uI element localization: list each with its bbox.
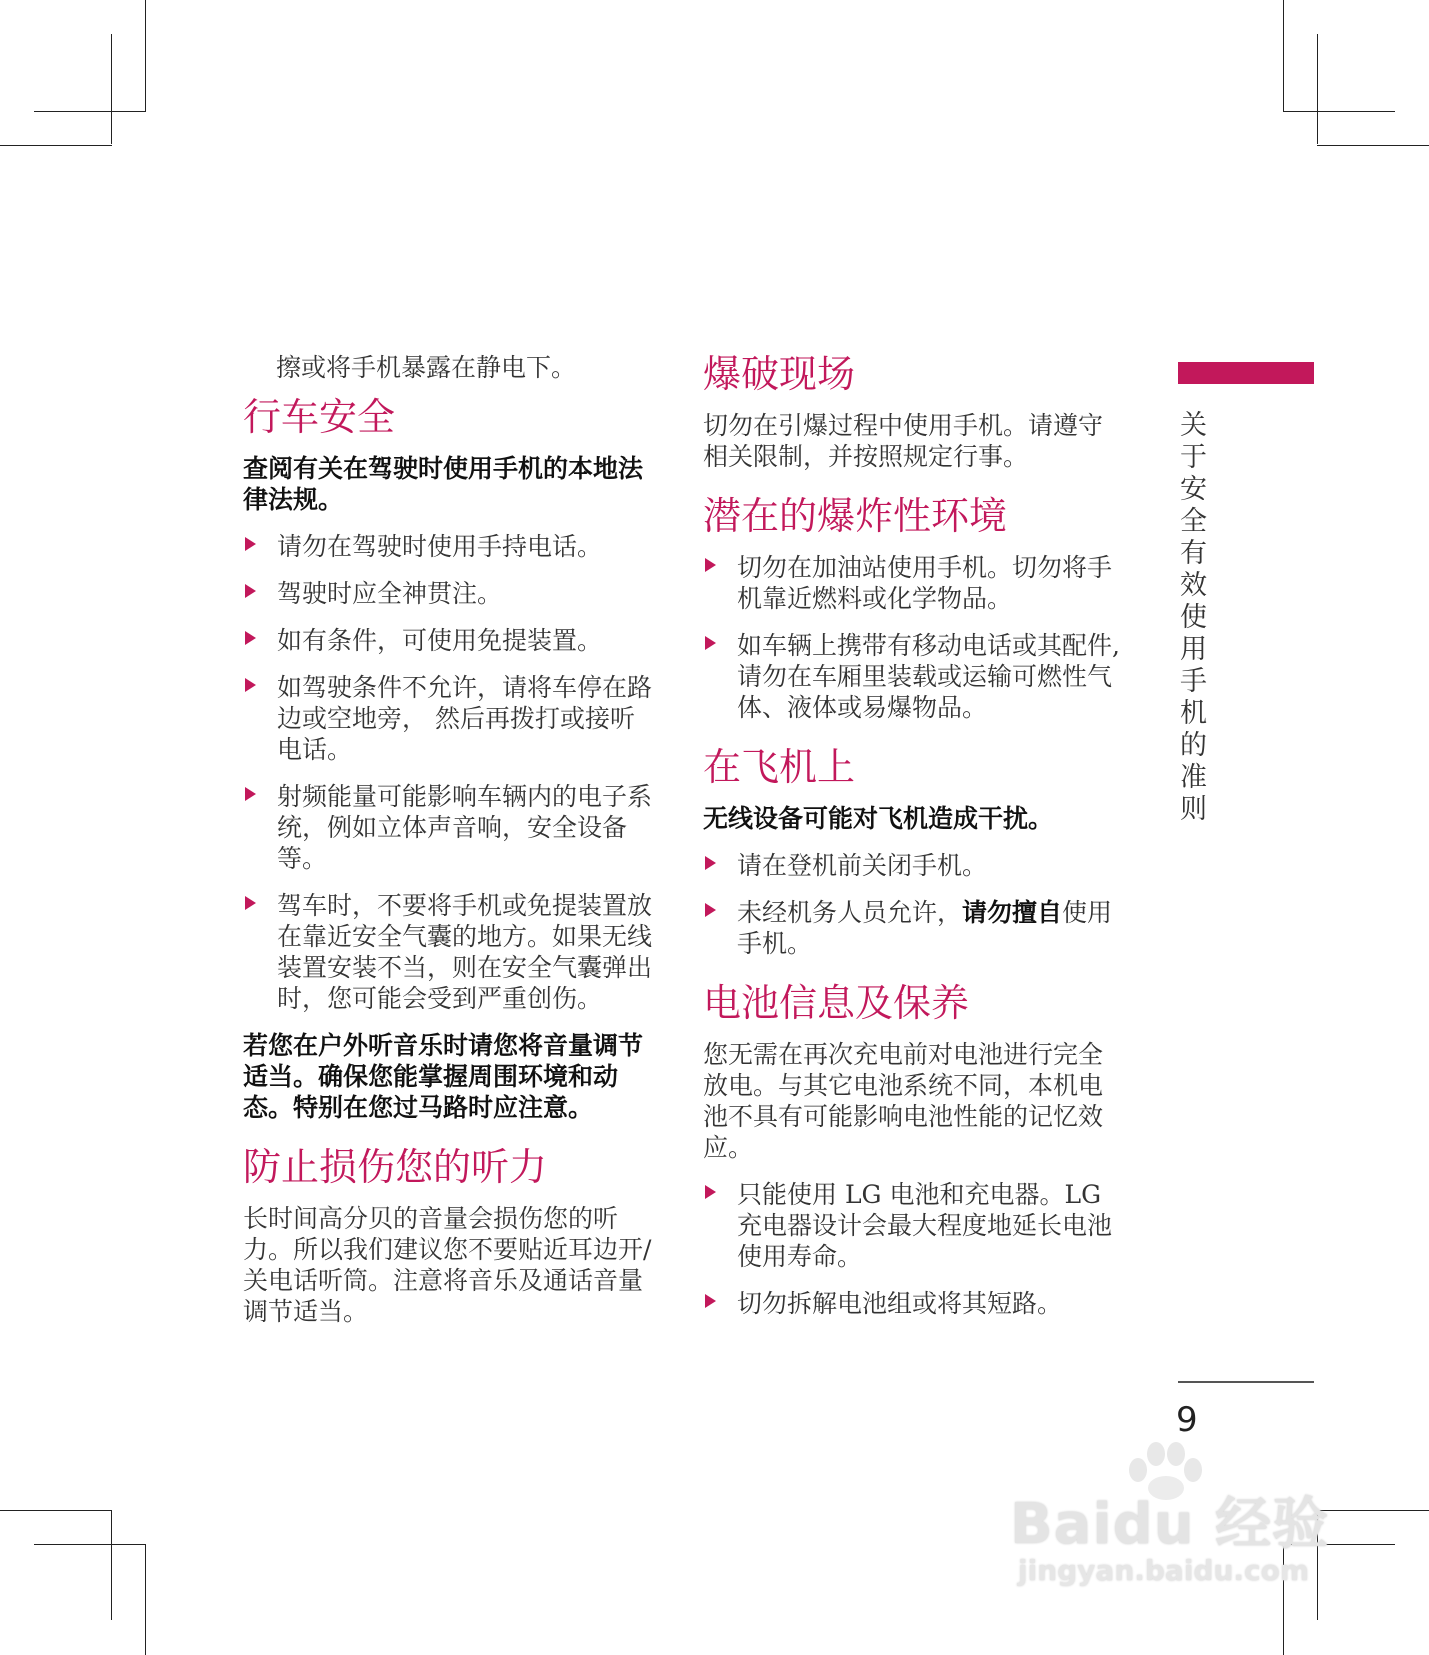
section-tab-marker xyxy=(1178,362,1314,384)
section-heading: 防止损伤您的听力 xyxy=(243,1145,548,1189)
triangle-bullet-icon xyxy=(705,636,716,650)
chapter-side-title: 关于安全有效使用手机的准则 xyxy=(1175,410,1206,826)
triangle-bullet-icon xyxy=(245,631,256,645)
page-number-rule xyxy=(1178,1381,1314,1383)
crop-mark xyxy=(0,145,112,146)
triangle-bullet-icon xyxy=(705,1185,716,1199)
list-item: 请在登机前关闭手机。 xyxy=(703,850,1123,881)
list-item: 如驾驶条件不允许，请将车停在路边或空地旁， 然后再拨打或接听电话。 xyxy=(243,672,653,765)
crop-mark xyxy=(1283,111,1395,112)
list-item: 请勿在驾驶时使用手持电话。 xyxy=(243,531,653,562)
section-lead: 查阅有关在驾驶时使用手机的本地法律法规。 xyxy=(243,454,644,514)
list-item: 切勿拆解电池组或将其短路。 xyxy=(703,1288,1123,1319)
triangle-bullet-icon xyxy=(705,558,716,572)
triangle-bullet-icon xyxy=(705,903,716,917)
page-number: 9 xyxy=(1176,1400,1198,1440)
triangle-bullet-icon xyxy=(245,537,256,551)
left-column xyxy=(243,352,653,1349)
right-column xyxy=(703,352,1123,1341)
section-heading: 爆破现场 xyxy=(703,352,856,396)
section-heading: 行车安全 xyxy=(243,395,396,439)
crop-mark xyxy=(34,111,146,112)
crop-mark xyxy=(145,1544,146,1655)
triangle-bullet-icon xyxy=(705,1294,716,1308)
list-item: 如有条件，可使用免提装置。 xyxy=(243,625,653,656)
watermark-url: jingyan.baidu.com xyxy=(1018,1554,1310,1587)
triangle-bullet-icon xyxy=(245,678,256,692)
section-body: 切勿在引爆过程中使用手机。请遵守相关限制，并按照规定行事。 xyxy=(703,411,1104,471)
section-heading: 在飞机上 xyxy=(703,745,856,789)
crop-mark xyxy=(1317,34,1318,144)
bullet-list xyxy=(703,1179,1123,1319)
triangle-bullet-icon xyxy=(245,787,256,801)
crop-mark xyxy=(0,1510,112,1511)
triangle-bullet-icon xyxy=(245,584,256,598)
section-body: 长时间高分贝的音量会损伤您的听力。所以我们建议您不要贴近耳边开/关电话听筒。注意将音乐及通话音量调节适当。 xyxy=(243,1204,652,1326)
list-item: 只能使用 LG 电池和充电器。LG 充电器设计会最大程度地延长电池使用寿命。 xyxy=(703,1179,1123,1272)
crop-mark xyxy=(34,1544,146,1545)
baidu-watermark xyxy=(1010,1440,1340,1590)
explosive-atmosphere-section xyxy=(703,494,1123,723)
section-body: 您无需在再次充电前对电池进行完全放电。与其它电池系统不同，本机电池不具有可能影响电池性能的记忆效应。 xyxy=(703,1040,1104,1162)
section-heading: 潜在的爆炸性环境 xyxy=(703,494,1008,538)
list-item: 如车辆上携带有移动电话或其配件,请勿在车厢里装载或运输可燃性气体、液体或易爆物品。 xyxy=(703,630,1123,723)
aircraft-section xyxy=(703,745,1123,959)
section-lead: 无线设备可能对飞机造成干扰。 xyxy=(703,804,1054,833)
list-item: 切勿在加油站使用手机。切勿将手机靠近燃料或化学物品。 xyxy=(703,552,1123,614)
crop-mark xyxy=(145,0,146,111)
continued-text: 擦或将手机暴露在静电下。 xyxy=(276,353,577,382)
triangle-bullet-icon xyxy=(705,856,716,870)
crop-mark xyxy=(1317,145,1429,146)
list-item: 未经机务人员允许，请勿擅自使用手机。 xyxy=(703,897,1123,959)
hearing-protection-section xyxy=(243,1145,653,1327)
crop-mark xyxy=(111,34,112,144)
crop-mark xyxy=(1283,0,1284,111)
list-item: 射频能量可能影响车辆内的电子系统，例如立体声音响，安全设备等。 xyxy=(243,781,653,874)
blasting-area-section xyxy=(703,352,1123,472)
driving-safety-section xyxy=(243,395,653,1123)
list-item: 驾车时，不要将手机或免提装置放在靠近安全气囊的地方。如果无线装置安装不当，则在安全气囊弹出时，您可能会受到严重创伤。 xyxy=(243,890,653,1014)
section-heading: 电池信息及保养 xyxy=(703,981,970,1025)
battery-section xyxy=(703,981,1123,1319)
triangle-bullet-icon xyxy=(245,896,256,910)
bullet-list xyxy=(703,850,1123,959)
bullet-list xyxy=(703,552,1123,723)
list-item: 驾驶时应全神贯注。 xyxy=(243,578,653,609)
crop-mark xyxy=(111,1510,112,1620)
audio-volume-note: 若您在户外听音乐时请您将音量调节适当。确保您能掌握周围环境和动态。特别在您过马路时应注意。 xyxy=(243,1031,644,1122)
bullet-list xyxy=(243,531,653,1014)
watermark-logo: Baidu 经验 xyxy=(1010,1492,1330,1557)
